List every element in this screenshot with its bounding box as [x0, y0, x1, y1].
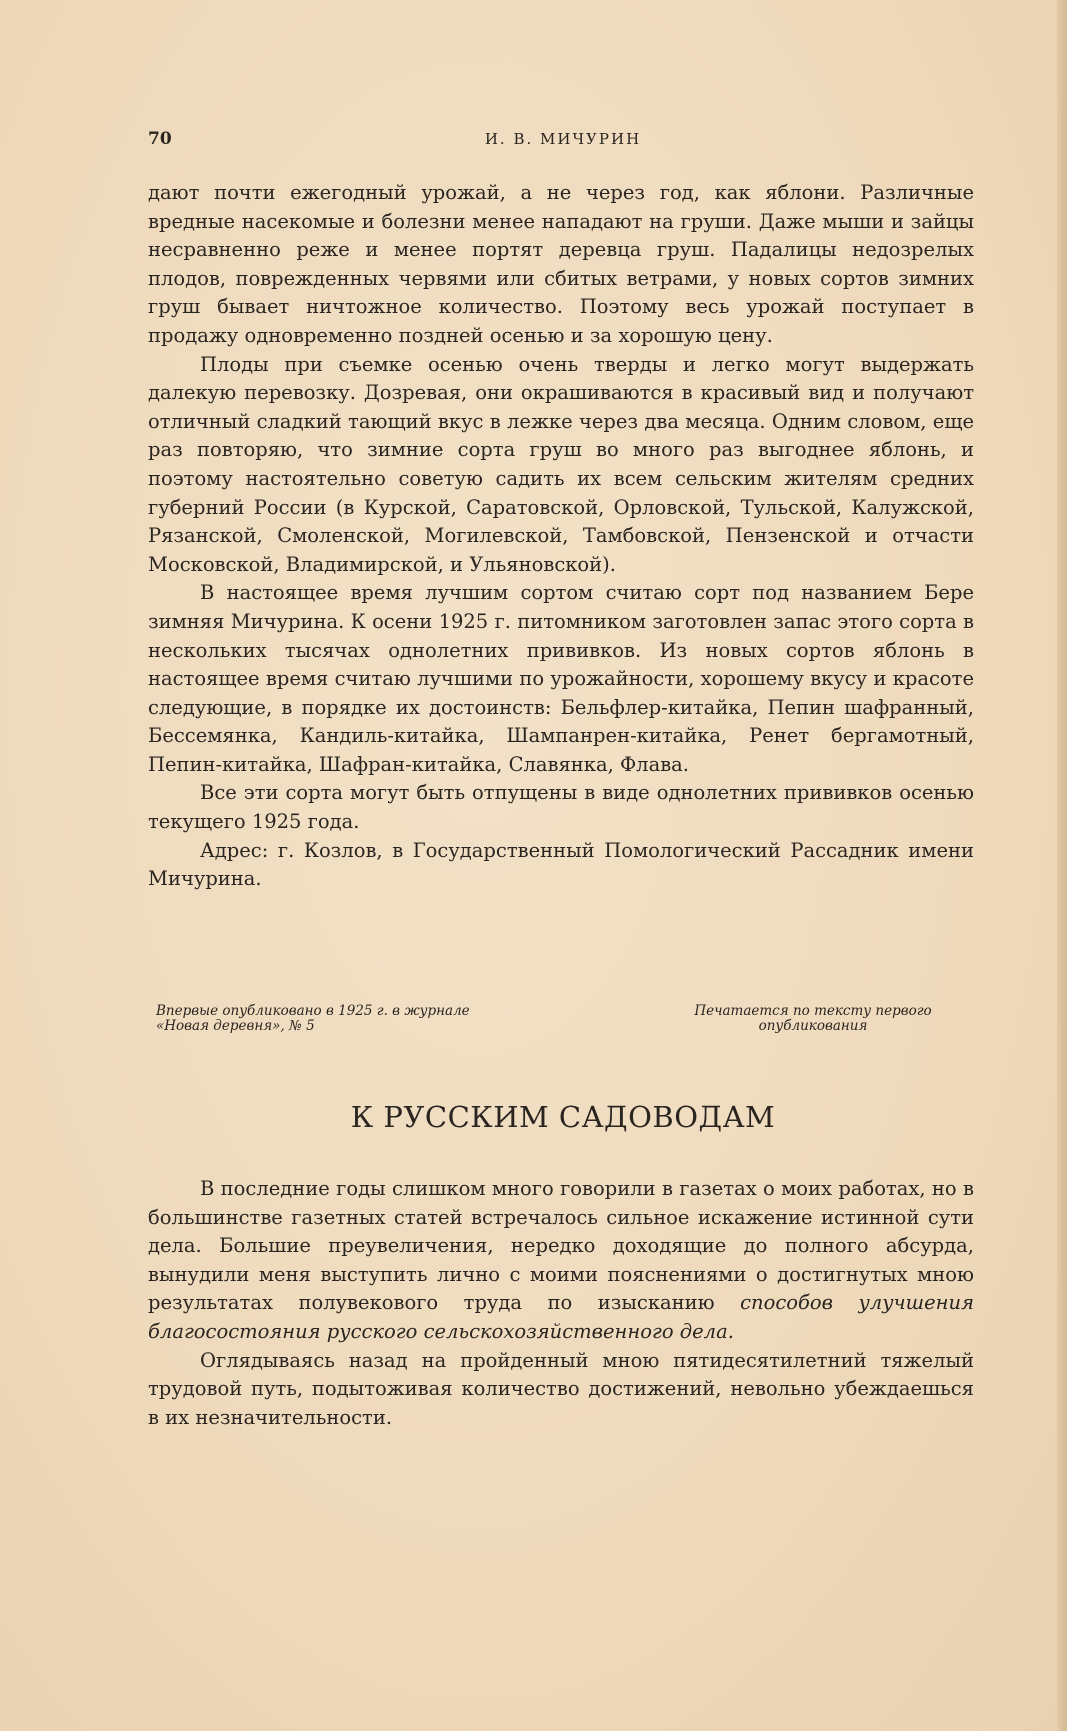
paragraph-text: В последние годы слишком много говорили в газетах о моих работах, но в большинстве газетных статей встречалось сильное искажение истинной сути дела. Большие преувеличения, нередко доходящие до полного абсурда, вынудили меня выступить лично с моими пояснениями о достигнутых мною результатах полувекового труда по изысканию — [148, 1177, 974, 1315]
paragraph: Адрес: г. Козлов, в Государственный Помологический Рассадник имени Мичурина. — [148, 838, 974, 891]
paragraph: дают почти ежегодный урожай, а не через год, как яблони. Различные вредные насекомые и болезни менее нападают на груши. Даже мыши и зайцы несравненно реже и менее портят деревца груш. Падалицы недозрелых плодов, поврежденных червями или сбитых ветрами, у новых сортов зимних груш бывает ничтожное количество. Поэтому весь урожай поступает в продажу одновременно поздней осенью и за хорошую цену. — [148, 181, 974, 347]
section-title: К РУССКИМ САДОВОДАМ — [350, 1100, 776, 1134]
paragraph: В настоящее время лучшим сортом считаю сорт под названием Бере зимняя Мичурина. К осени 1925 г. питомником заготовлен запас этого сорта в нескольких тысячах однолетних прививков. Из новых сортов яблонь в настоящее время считаю лучшими по урожайности, хорошему вкусу и красоте следующие, в порядке их достоинств: Бельфлер-китайка, Пепин шафранный, Бессемянка, Кандиль-китайка, Шампанрен-китайка, Ренет бергамотный, Пепин-китайка, Шафран-китайка, Славянка, Флава. — [148, 581, 974, 776]
page-number: 70 — [148, 129, 172, 149]
paragraph — [148, 1175, 974, 1347]
page-edge — [1057, 0, 1067, 1731]
source-text-note: Печатается по тексту первого опубликования — [694, 1003, 932, 1034]
paragraph: Плоды при съемке осенью очень тверды и легко могут выдержать далекую перевозку. Дозревая, они окрашиваются в красивый вид и получают отличный сладкий тающий вкус в лежке через два месяца. Одним словом, еще раз повторяю, что зимние сорта груш во много раз выгоднее яблонь, и поэтому настоятельно советую садить их всем сельским жителям средних губерний России (в Курской, Саратовской, Орловской, Тульской, Калужской, Рязанской, Смоленской, Могилевской, Тамбовской, Пензенской и отчасти Московской, Владимирской, и Ульяновской). — [148, 352, 974, 576]
italic-phrase: способов улучшения благосостояния русского сельскохозяйственного дела. — [148, 1291, 974, 1343]
publication-notes — [148, 1004, 978, 1044]
running-head: И. В. МИЧУРИН — [484, 130, 642, 148]
letter-body — [148, 179, 974, 894]
page-header — [148, 129, 978, 153]
paragraph: Оглядываясь назад на пройденный мною пятидесятилетний тяжелый трудовой путь, подытоживая количество достижений, невольно убеждаешься в их незначительности. — [148, 1348, 974, 1429]
first-publication-note: Впервые опубликовано в 1925 г. в журнале «Новая деревня», № 5 — [156, 1003, 470, 1034]
section-body — [148, 1175, 974, 1432]
paragraph: Все эти сорта могут быть отпущены в виде однолетних прививков осенью текущего 1925 года. — [148, 781, 974, 834]
